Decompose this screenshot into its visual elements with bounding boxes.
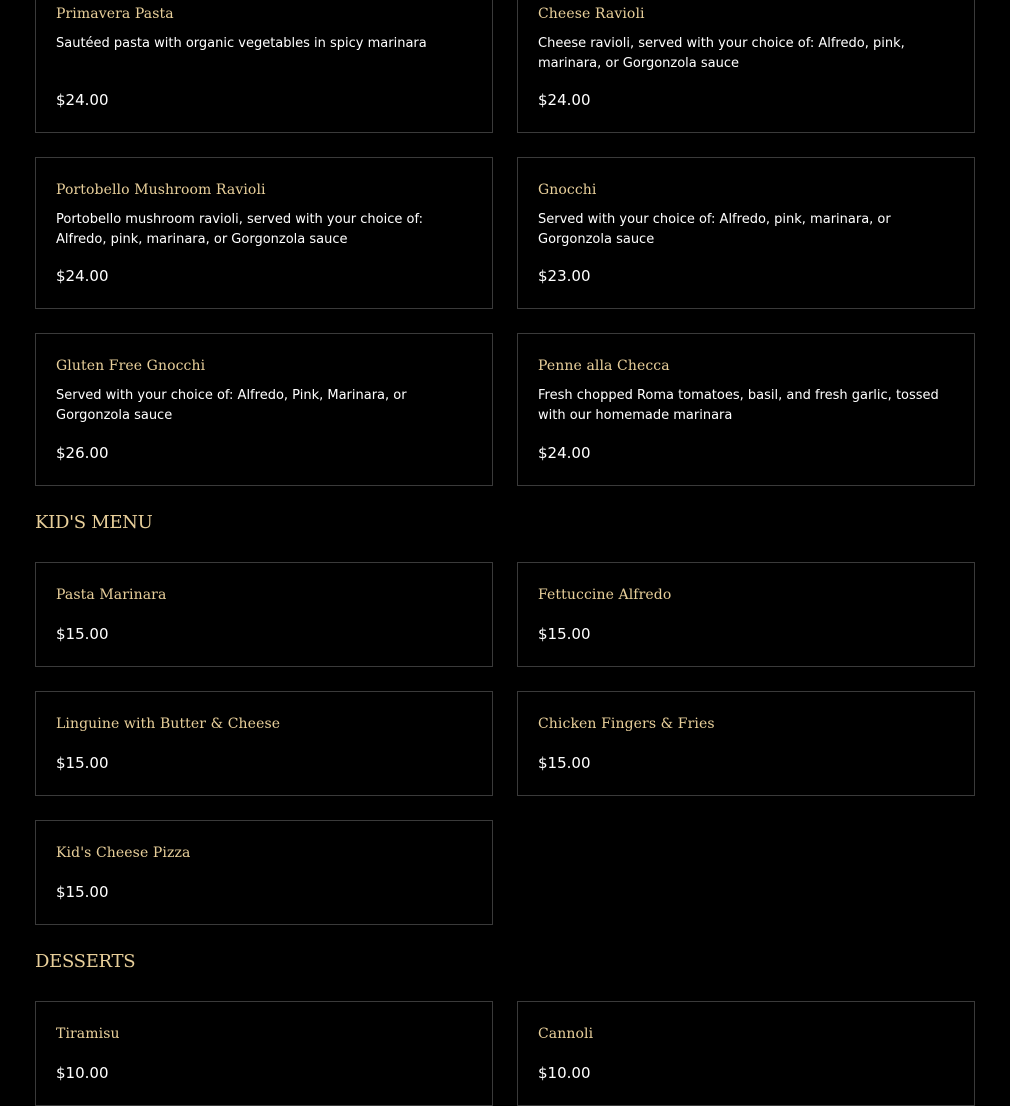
menu-item-price: $15.00 — [56, 754, 109, 772]
menu-item-card[interactable] — [35, 333, 493, 486]
menu-item-card[interactable] — [517, 562, 975, 667]
menu-item-card[interactable] — [517, 157, 975, 309]
menu-item-price: $24.00 — [56, 267, 109, 285]
menu-item-card[interactable] — [517, 333, 975, 486]
menu-item-name: Primavera Pasta — [56, 6, 174, 22]
menu-item-price: $10.00 — [538, 1064, 591, 1082]
menu-item-description: Served with your choice of: Alfredo, pink, marinara, or Gorgonzola sauce — [538, 212, 891, 247]
menu-item-card[interactable] — [517, 691, 975, 796]
menu-item-price: $15.00 — [56, 883, 109, 901]
menu-item-description: Portobello mushroom ravioli, served with your choice of: Alfredo, pink, marinara, or Gorgonzola sauce — [56, 212, 423, 247]
menu-item-price: $15.00 — [538, 625, 591, 643]
menu-item-card[interactable] — [35, 562, 493, 667]
menu-item-price: $15.00 — [538, 754, 591, 772]
menu-item-description: Cheese ravioli, served with your choice of: Alfredo, pink, marinara, or Gorgonzola sauce — [538, 36, 905, 71]
menu-item-price: $24.00 — [538, 91, 591, 109]
menu-item-name: Fettuccine Alfredo — [538, 587, 672, 603]
menu-item-name: Cannoli — [538, 1026, 594, 1042]
menu-item-name: Gnocchi — [538, 182, 597, 198]
menu-item-price: $24.00 — [538, 444, 591, 462]
menu-item-card[interactable] — [35, 157, 493, 309]
menu-item-name: Pasta Marinara — [56, 587, 167, 603]
menu-item-name: Cheese Ravioli — [538, 6, 645, 22]
menu-item-name: Tiramisu — [56, 1026, 120, 1042]
menu-item-card[interactable] — [35, 820, 493, 925]
menu-item-card[interactable] — [35, 1001, 493, 1106]
menu-item-name: Penne alla Checca — [538, 358, 670, 374]
menu-item-name: Linguine with Butter & Cheese — [56, 716, 281, 732]
section-heading-desserts: DESSERTS — [35, 951, 136, 972]
menu-item-card[interactable] — [35, 691, 493, 796]
section-heading-kids-menu: KID'S MENU — [35, 512, 153, 533]
menu-item-card[interactable] — [35, 0, 493, 133]
menu-item-card[interactable] — [517, 0, 975, 133]
menu-item-name: Portobello Mushroom Ravioli — [56, 182, 266, 198]
menu-item-price: $24.00 — [56, 91, 109, 109]
menu-item-description: Fresh chopped Roma tomatoes, basil, and fresh garlic, tossed with our homemade marinara — [538, 388, 939, 423]
menu-item-card[interactable] — [517, 1001, 975, 1106]
menu-item-description: Sautéed pasta with organic vegetables in spicy marinara — [56, 36, 427, 51]
menu-item-name: Gluten Free Gnocchi — [56, 358, 206, 374]
menu-item-name: Kid's Cheese Pizza — [56, 845, 191, 861]
menu-item-description: Served with your choice of: Alfredo, Pink, Marinara, or Gorgonzola sauce — [56, 388, 407, 423]
menu-item-price: $23.00 — [538, 267, 591, 285]
menu-item-price: $15.00 — [56, 625, 109, 643]
menu-item-price: $10.00 — [56, 1064, 109, 1082]
menu-item-price: $26.00 — [56, 444, 109, 462]
menu-item-name: Chicken Fingers & Fries — [538, 716, 715, 732]
